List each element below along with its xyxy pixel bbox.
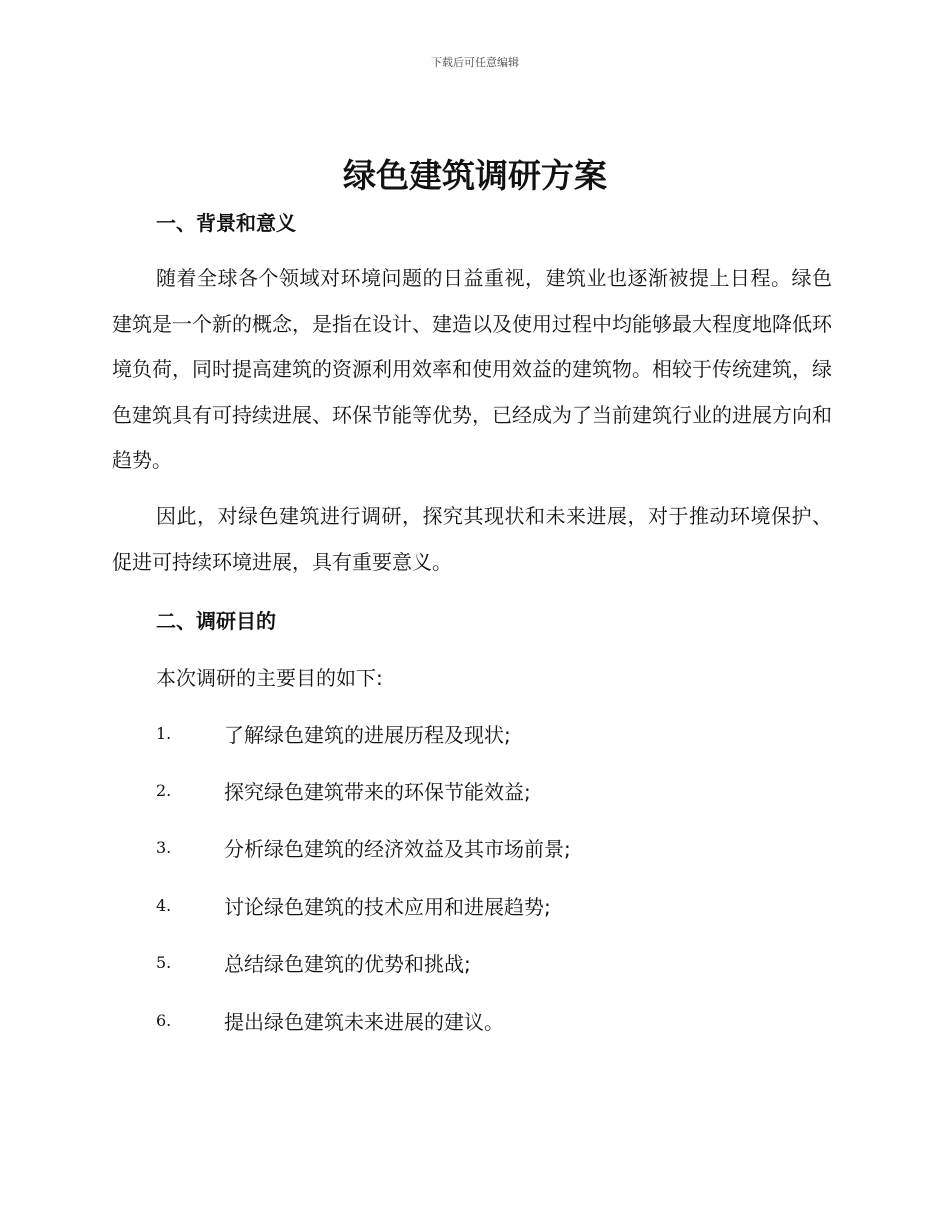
list-item-number: 3. — [156, 837, 172, 857]
section-heading-background: 一、背景和意义 — [156, 211, 296, 235]
section-heading-purpose: 二、调研目的 — [156, 609, 276, 633]
purpose-intro: 本次调研的主要目的如下: — [156, 666, 383, 690]
list-item-text: 了解绿色建筑的进展历程及现状; — [224, 722, 511, 747]
list-item — [156, 775, 531, 805]
paragraph-background: 随着全球各个领域对环境问题的日益重视，建筑业也逐渐被提上日程。绿色建筑是一个新的概念，是指在设计、建造以及使用过程中均能够最大程度地降低环境负荷，同时提高建筑的资源利用效率和使用效益的建筑物。相较于传统建筑，绿色建筑具有可持续进展、环保节能等优势，已经成为了当前建筑行业的进展方向和趋势。 — [112, 266, 832, 472]
list-item-number: 6. — [156, 1010, 172, 1030]
list-item-number: 4. — [156, 895, 172, 915]
paragraph-significance: 因此，对绿色建筑进行调研，探究其现状和未来进展，对于推动环境保护、促进可持续环境进展，具有重要意义。 — [112, 504, 832, 574]
list-item-number: 2. — [156, 780, 172, 800]
list-item-text: 讨论绿色建筑的技术应用和进展趋势; — [224, 894, 551, 919]
list-item-text: 探究绿色建筑带来的环保节能效益; — [224, 779, 531, 804]
list-item-number: 5. — [156, 952, 172, 972]
header-note: 下载后可任意编辑 — [431, 56, 519, 69]
list-item-text: 总结绿色建筑的优势和挑战; — [224, 951, 471, 976]
list-item — [156, 1005, 504, 1035]
list-item — [156, 832, 571, 862]
list-item-text: 分析绿色建筑的经济效益及其市场前景; — [224, 836, 571, 861]
list-item-number: 1. — [156, 723, 172, 743]
list-item-text: 提出绿色建筑未来进展的建议。 — [224, 1009, 504, 1034]
list-item — [156, 947, 471, 977]
list-item — [156, 890, 551, 920]
list-item — [156, 718, 511, 748]
document-title: 绿色建筑调研方案 — [343, 156, 607, 195]
